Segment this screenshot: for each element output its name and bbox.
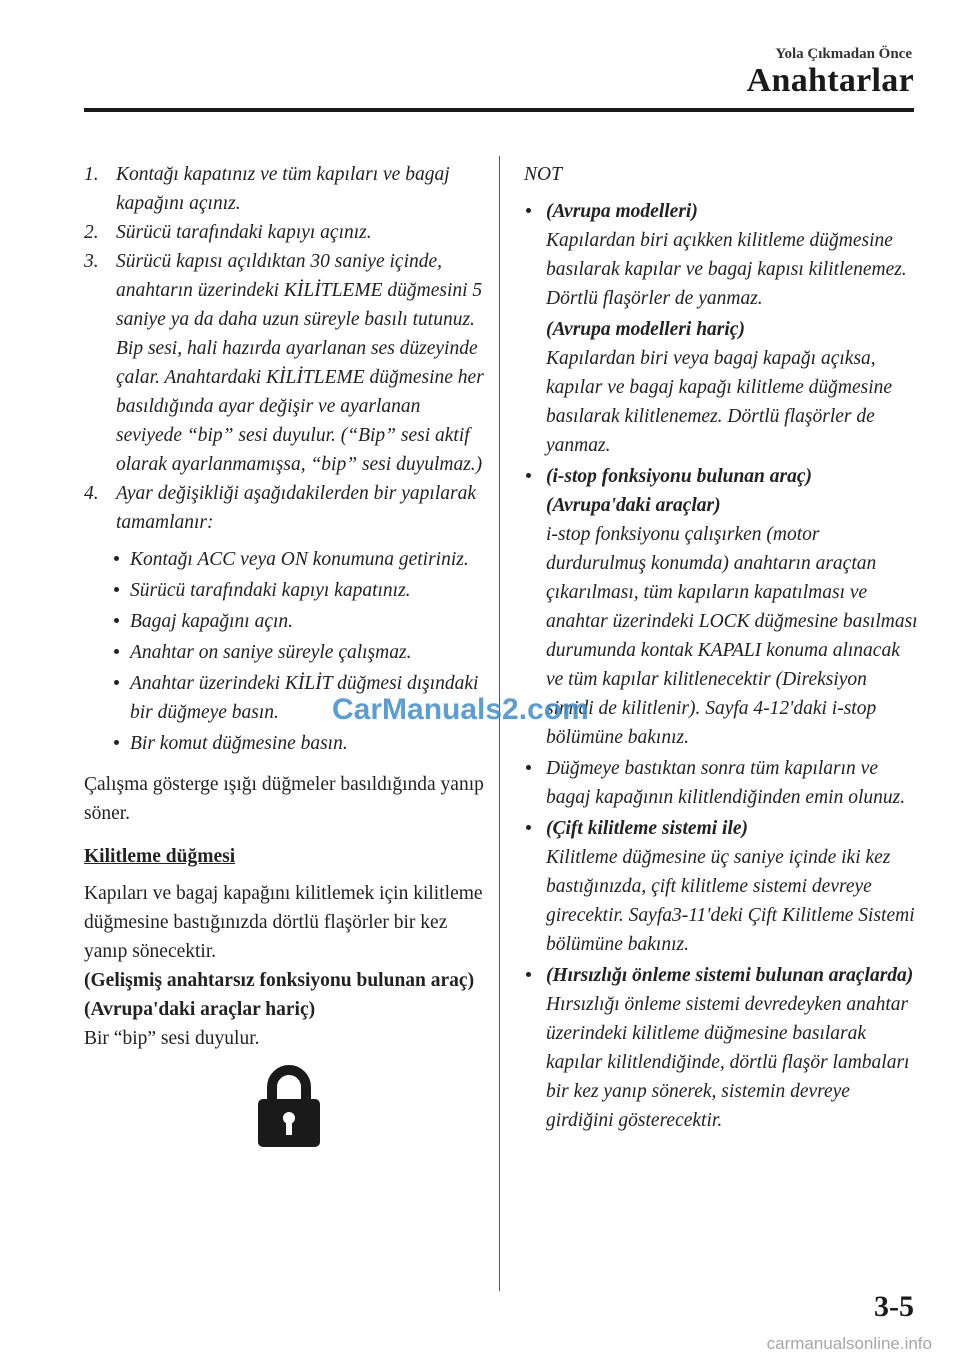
list-item: Bir komut düğmesine basın. <box>112 729 484 758</box>
lock-button-paragraph: Kapıları ve bagaj kapağını kilitlemek için kilitleme düğmesine bastığınızda dörtlü flaşörler bir kez yanıp sönecektir. <box>84 883 483 962</box>
note-title: NOT <box>524 164 562 185</box>
note-item: (Hırsızlığı önleme sistemi bulunan araçlarda) Hırsızlığı önleme sistemi devredeyken anahtar üzerindeki kilitleme düğmesine basılarak kapılar kilitlendiğinde, dörtlü flaşör lambaları bir kez yanıp sönerek, sistemin devreye girdiğini gösterecektir. <box>524 961 919 1135</box>
header-subtitle: Yola Çıkmadan Önce <box>775 46 912 62</box>
keyless-condition: (Gelişmiş anahtarsız fonksiyonu bulunan araç) (Avrupa'daki araçlar hariç) <box>84 970 475 1020</box>
page-number: 3-5 <box>874 1290 914 1323</box>
list-item: Kontağı ACC veya ON konumuna getiriniz. <box>112 545 484 574</box>
lock-icon <box>254 1063 324 1149</box>
lock-button-heading: Kilitleme düğmesi <box>84 846 236 867</box>
beep-text: Bir “bip” sesi duyulur. <box>84 1028 260 1049</box>
watermark: CarManuals2.com <box>332 693 589 726</box>
step-number: 4. <box>84 483 99 504</box>
step-text: Ayar değişikliği aşağıdakilerden bir yapılarak tamamlanır: <box>116 483 476 533</box>
step-text: Kontağı kapatınız ve tüm kapıları ve bagaj kapağını açınız. <box>116 164 450 214</box>
list-item: Anahtar üzerindeki KİLİT düğmesi dışındaki bir düğmeye basın. <box>112 669 484 727</box>
step-item <box>84 479 484 537</box>
note-item: Düğmeye bastıktan sonra tüm kapıların ve bagaj kapağının kilitlendiğinden emin olunuz. <box>524 754 919 812</box>
header-title: Anahtarlar <box>746 62 914 99</box>
header-rule <box>84 108 914 112</box>
list-item: Bagaj kapağını açın. <box>112 607 484 636</box>
left-column <box>84 160 484 1149</box>
footer-source: carmanualsonline.info <box>766 1334 932 1353</box>
step-text: Sürücü tarafındaki kapıyı açınız. <box>116 222 372 243</box>
note-item: (Çift kilitleme sistemi ile) Kilitleme düğmesine üç saniye içinde iki kez bastığınızda, çift kilitleme sistemi devreye girecektir. Sayfa3-11'deki Çift Kilitleme Sistemi bölümüne bakınız. <box>524 814 919 959</box>
indicator-paragraph: Çalışma gösterge ışığı düğmeler basıldığında yanıp söner. <box>84 774 484 824</box>
note-item: (Avrupa modelleri) Kapılardan biri açıkken kilitleme düğmesine basılarak kapılar ve bagaj kapısı kilitlenemez. Dörtlü flaşörler de yanmaz. <box>524 197 919 313</box>
list-item: Sürücü tarafındaki kapıyı kapatınız. <box>112 576 484 605</box>
note-item: (Avrupa modelleri hariç) Kapılardan biri veya bagaj kapağı açıksa, kapılar ve bagaj kapağı kilitleme düğmesine basılarak kilitlenemez. Dörtlü flaşörler de yanmaz. <box>546 319 893 456</box>
step-number: 3. <box>84 251 99 272</box>
step-text: Sürücü kapısı açıldıktan 30 saniye içinde, anahtarın üzerindeki KİLİTLEME düğmesini 5 saniye ya da daha uzun süreyle basılı tutunuz. Bip sesi, hali hazırda ayarlanan ses düzeyinde çalar. Anahtardaki KİLİTLEME düğmesine her basıldığında ayar değişir ve ayarlanan seviyede “bip” sesi duyulur. (“Bip” sesi aktif olarak ayarlanmamışsa, “bip” sesi duyulmaz.) <box>116 251 484 475</box>
note-item: (i-stop fonksiyonu bulunan araç) (Avrupa'daki araçlar) i-stop fonksiyonu çalışırken (motor durdurulmuş konumda) anahtarın araçtan çıkarılması, tüm kapıların kapatılması ve anahtar üzerindeki LOCK düğmesine basılması durumunda kontak KAPALI konuma alınacak ve tüm kapılar kilitlenecektir (Direksiyon simidi de kilitlenir). Sayfa 4-12'daki i-stop bölümüne bakınız. <box>524 462 919 752</box>
step-number: 2. <box>84 222 99 243</box>
step-item <box>84 247 484 479</box>
step-number: 1. <box>84 164 99 185</box>
right-column <box>524 160 919 1137</box>
step-item <box>84 160 484 218</box>
step-item <box>84 218 484 247</box>
list-item: Anahtar on saniye süreyle çalışmaz. <box>112 638 484 667</box>
